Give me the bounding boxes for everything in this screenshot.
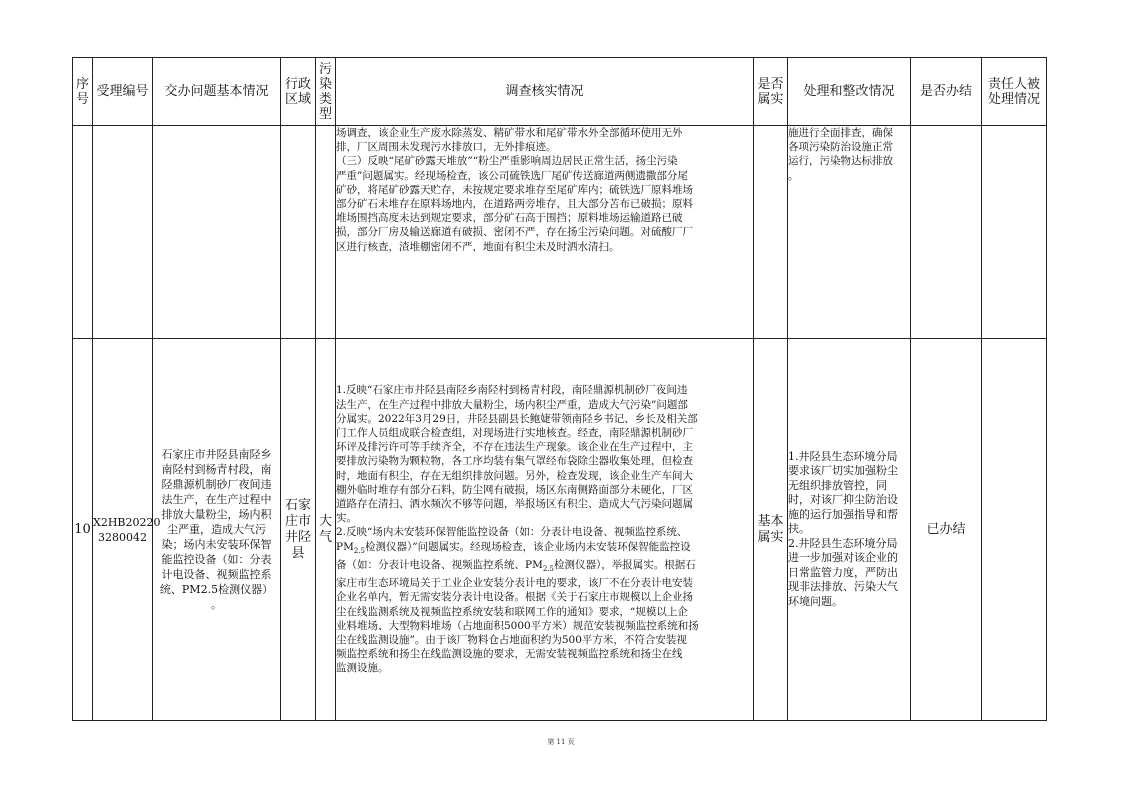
row10-basic-line: 染；场内未安装环保智	[161, 538, 272, 551]
row10-handling-line: 无组织排放管控，同	[788, 478, 887, 492]
cont-pollution	[316, 126, 336, 339]
cont-is-true	[754, 126, 788, 339]
row10-region-line: 井陉	[284, 529, 311, 545]
row10-inv-pm-line	[336, 540, 753, 558]
row10-handling-line: 2.井陉县生态环境分局	[788, 536, 898, 550]
row10-basic-line: 能监控设备（如：分表	[161, 553, 272, 566]
row10-region-line: 庄市	[284, 513, 311, 529]
cont-seq	[73, 126, 93, 339]
row10-handling-line: 扶。	[788, 522, 810, 536]
row10-region-line: 石家	[284, 497, 311, 513]
header-done: 是否办结	[911, 58, 982, 126]
row10-basic-line: 石家庄市井陉县南陉乡	[161, 448, 272, 461]
row10-inv-line: 时，地面有积尘，存在无组织排放问题。另外，检查发现，该企业生产车间大	[336, 469, 693, 482]
row10-handling-line: 进一步加强对该企业的	[788, 551, 898, 565]
row10-handling-line: 环境问题。	[788, 594, 843, 608]
pm2-start: 备（如：分表计电设备、视频监控系统、PM	[336, 558, 543, 571]
pm-sub: 2.5	[353, 546, 365, 555]
header-responsible-text: 责任人被处理情况	[987, 76, 1040, 107]
row10-seq: 10	[73, 339, 93, 721]
pm2-end: 检测仪器），举报属实。根据石	[553, 558, 696, 571]
row10-basic-line: 南陉村到杨青村段，南	[161, 463, 272, 476]
row10-inv-line: 法生产，在生产过程中排放大量粉尘，场内积尘严重，造成大气污染”问题部	[336, 398, 688, 411]
row10-inv-line: 业料堆场、大型物料堆场（占地面积5000平方米）规范安装视频监控系统和扬	[336, 619, 699, 632]
row10-responsible	[982, 339, 1047, 721]
header-is-true-text: 是否属实	[757, 76, 784, 107]
cont-handling-line: 运行，污染物达标排放	[788, 155, 893, 168]
cont-inv-line: 区进行核查，渣堆棚密闭不严，地面有积尘未及时洒水清扫。	[336, 240, 620, 253]
cont-inv-line: 堆场围挡高度未达到规定要求，部分矿石高于围挡；原料堆场运输道路已破	[336, 212, 683, 225]
header-pollution-text: 污染类型	[318, 61, 332, 122]
header-region	[281, 58, 316, 126]
row10-inv-pm-line2	[336, 558, 753, 576]
pm2-sub: 2.5	[542, 565, 554, 573]
cont-region	[281, 126, 316, 339]
row10-pollution-text: 大气	[318, 513, 332, 545]
complaint-table	[72, 57, 1047, 721]
header-handling: 处理和整改情况	[788, 58, 911, 126]
page-number: 第 11 页	[547, 738, 575, 746]
row10-inv-line: 监测设施。	[336, 662, 389, 675]
row10-inv-line: 门工作人员组成联合检查组，对现场进行实地核查。经查，南陉鼎源机制砂厂	[336, 426, 693, 439]
row10-handling-line: 要求该厂切实加强粉尘	[788, 464, 898, 478]
row10-basic-line: 。	[211, 598, 222, 611]
cont-inv-line: 排，厂区周围未发现污水排放口，无外排痕迹。	[336, 141, 557, 154]
cont-basic	[153, 126, 281, 339]
row10-inv-line: 分属实。2022年3月29日，井陉县副县长鲍婕带领南陉乡书记、乡长及相关部	[336, 412, 698, 425]
row10-id-line1: X2HB20220	[93, 515, 161, 529]
row10-inv-line: 频监控系统和扬尘在线监测设施的要求，无需安装视频监控系统和扬尘在线	[336, 648, 683, 661]
row10-inv-line: 棚外临时堆存有部分石料，防尘网有破损，场区东南侧路面部分未硬化，厂区	[336, 483, 693, 496]
header-seq	[73, 58, 93, 126]
cont-handling	[788, 126, 911, 339]
row10-done: 已办结	[911, 339, 982, 721]
cont-inv-line: 矿砂，将尾矿砂露天贮存，未按规定要求堆存至尾矿库内；硫铁选厂原料堆场	[336, 183, 693, 196]
cont-inv-line: （三）反映“尾矿砂露天堆放”“粉尘严重影响周边居民正常生活，扬尘污染	[336, 155, 678, 168]
row10-handling-line: 施的运行加强指导和帮	[788, 507, 898, 521]
row10-region	[281, 339, 316, 721]
cont-inv-line: 损，部分厂房及输送廊道有破损、密闭不严，存在扬尘污染问题。对硫酸厂厂	[336, 226, 693, 239]
row10-basic	[153, 339, 281, 721]
row10-basic-line: 法生产，在生产过程中	[161, 493, 272, 506]
cont-id	[93, 126, 153, 339]
row10-inv-line: 家庄市生态环境局关于工业企业安装分表计电的要求，该厂不在分表计电安装	[336, 577, 693, 590]
header-responsible	[982, 58, 1047, 126]
row10-id-line2: 3280042	[98, 530, 147, 544]
pm-rest: 检测仪器）”问题属实。经现场检查，该企业场内未安装环保智能监控设	[364, 540, 691, 553]
row10-is-true-line: 基本	[757, 513, 784, 529]
header-is-true	[754, 58, 788, 126]
header-id: 受理编号	[93, 58, 153, 126]
table-row-10	[73, 339, 1047, 721]
row10-handling-line: 现非法排放、污染大气	[788, 580, 898, 594]
row10-basic-line: 排放大量粉尘，场内积	[161, 508, 272, 521]
row10-inv-line: 1.反映“石家庄市井陉县南陉乡南陉村到杨青村段，南陉鼎源机制砂厂夜间违	[336, 384, 688, 397]
row10-inv-line: 环评及排污许可等手续齐全，不存在违法生产现象。该企业在生产过程中，主	[336, 441, 693, 454]
header-seq-text: 序号	[75, 76, 89, 107]
row10-handling	[788, 339, 911, 721]
continued-row	[73, 126, 1047, 339]
row10-investigation	[336, 339, 754, 721]
row10-inv-line: 实。	[336, 512, 357, 525]
row10-pollution	[316, 339, 336, 721]
cont-inv-line: 严重”问题属实。经现场检查，该公司硫铁选厂尾矿传送廊道两侧遗撒部分尾	[336, 169, 688, 182]
row10-inv-line: 要排放污染物为颗粒物，各工序均装有集气罩经布袋除尘器收集处理，但检查	[336, 455, 693, 468]
row10-basic-line: 陉鼎源机制砂厂夜间违	[161, 478, 272, 491]
row10-inv-line: 道路存在清扫、洒水频次不够等问题，举报场区有积尘、造成大气污染问题属	[336, 498, 693, 510]
row10-inv-line: 尘在线监测系统及视频监控系统安装和联网工作的通知》要求，“规模以上企	[336, 605, 688, 618]
row10-inv-line: 2.反映“场内未安装环保智能监控设备（如：分表计电设备、视频监控系统、	[336, 526, 688, 539]
row10-handling-line: 1.井陉县生态环境分局	[788, 449, 898, 463]
row10-basic-line: 统、PM2.5检测仪器）	[159, 583, 274, 596]
row10-inv-line: 尘在线监测设施”。由于该厂物料仓占地面积约为500平方米，不符合安装视	[336, 634, 687, 647]
row10-id	[93, 339, 161, 721]
header-basic: 交办问题基本情况	[153, 58, 281, 126]
row10-inv-line: 企业名单内，暂无需安装分表计电设备。根据《关于石家庄市规模以上企业扬	[336, 591, 693, 604]
cont-handling-line: 。	[788, 169, 799, 182]
cont-handling-line: 施进行全面排查，确保	[788, 127, 893, 139]
row10-handling-line: 日常监管力度，严防出	[788, 565, 898, 579]
row10-basic-line: 计电设备、视频监控系	[161, 568, 272, 581]
header-region-text: 行政区域	[284, 76, 311, 107]
row10-is-true	[754, 339, 788, 721]
cont-inv-line: 场调查，该企业生产废水除蒸发、精矿带水和尾矿带水外全部循环使用无外	[336, 127, 683, 139]
cont-responsible	[982, 126, 1047, 339]
cont-handling-line: 各项污染防治设施正常	[788, 141, 893, 154]
cont-investigation	[336, 126, 754, 339]
header-row	[73, 58, 1047, 126]
row10-handling-line: 时，对该厂抑尘防治设	[788, 493, 898, 507]
header-pollution	[316, 58, 336, 126]
row10-is-true-line: 属实	[757, 529, 784, 545]
cont-done	[911, 126, 982, 339]
pm-prefix: PM	[336, 540, 354, 553]
header-investigation: 调查核实情况	[336, 58, 754, 126]
row10-basic-line: 尘严重，造成大气污	[167, 523, 266, 536]
row10-region-line: 县	[291, 545, 305, 561]
cont-inv-line: 部分矿石未堆存在原料场地内，在道路两旁堆存，且大部分苫布已破损；原料	[336, 198, 693, 211]
